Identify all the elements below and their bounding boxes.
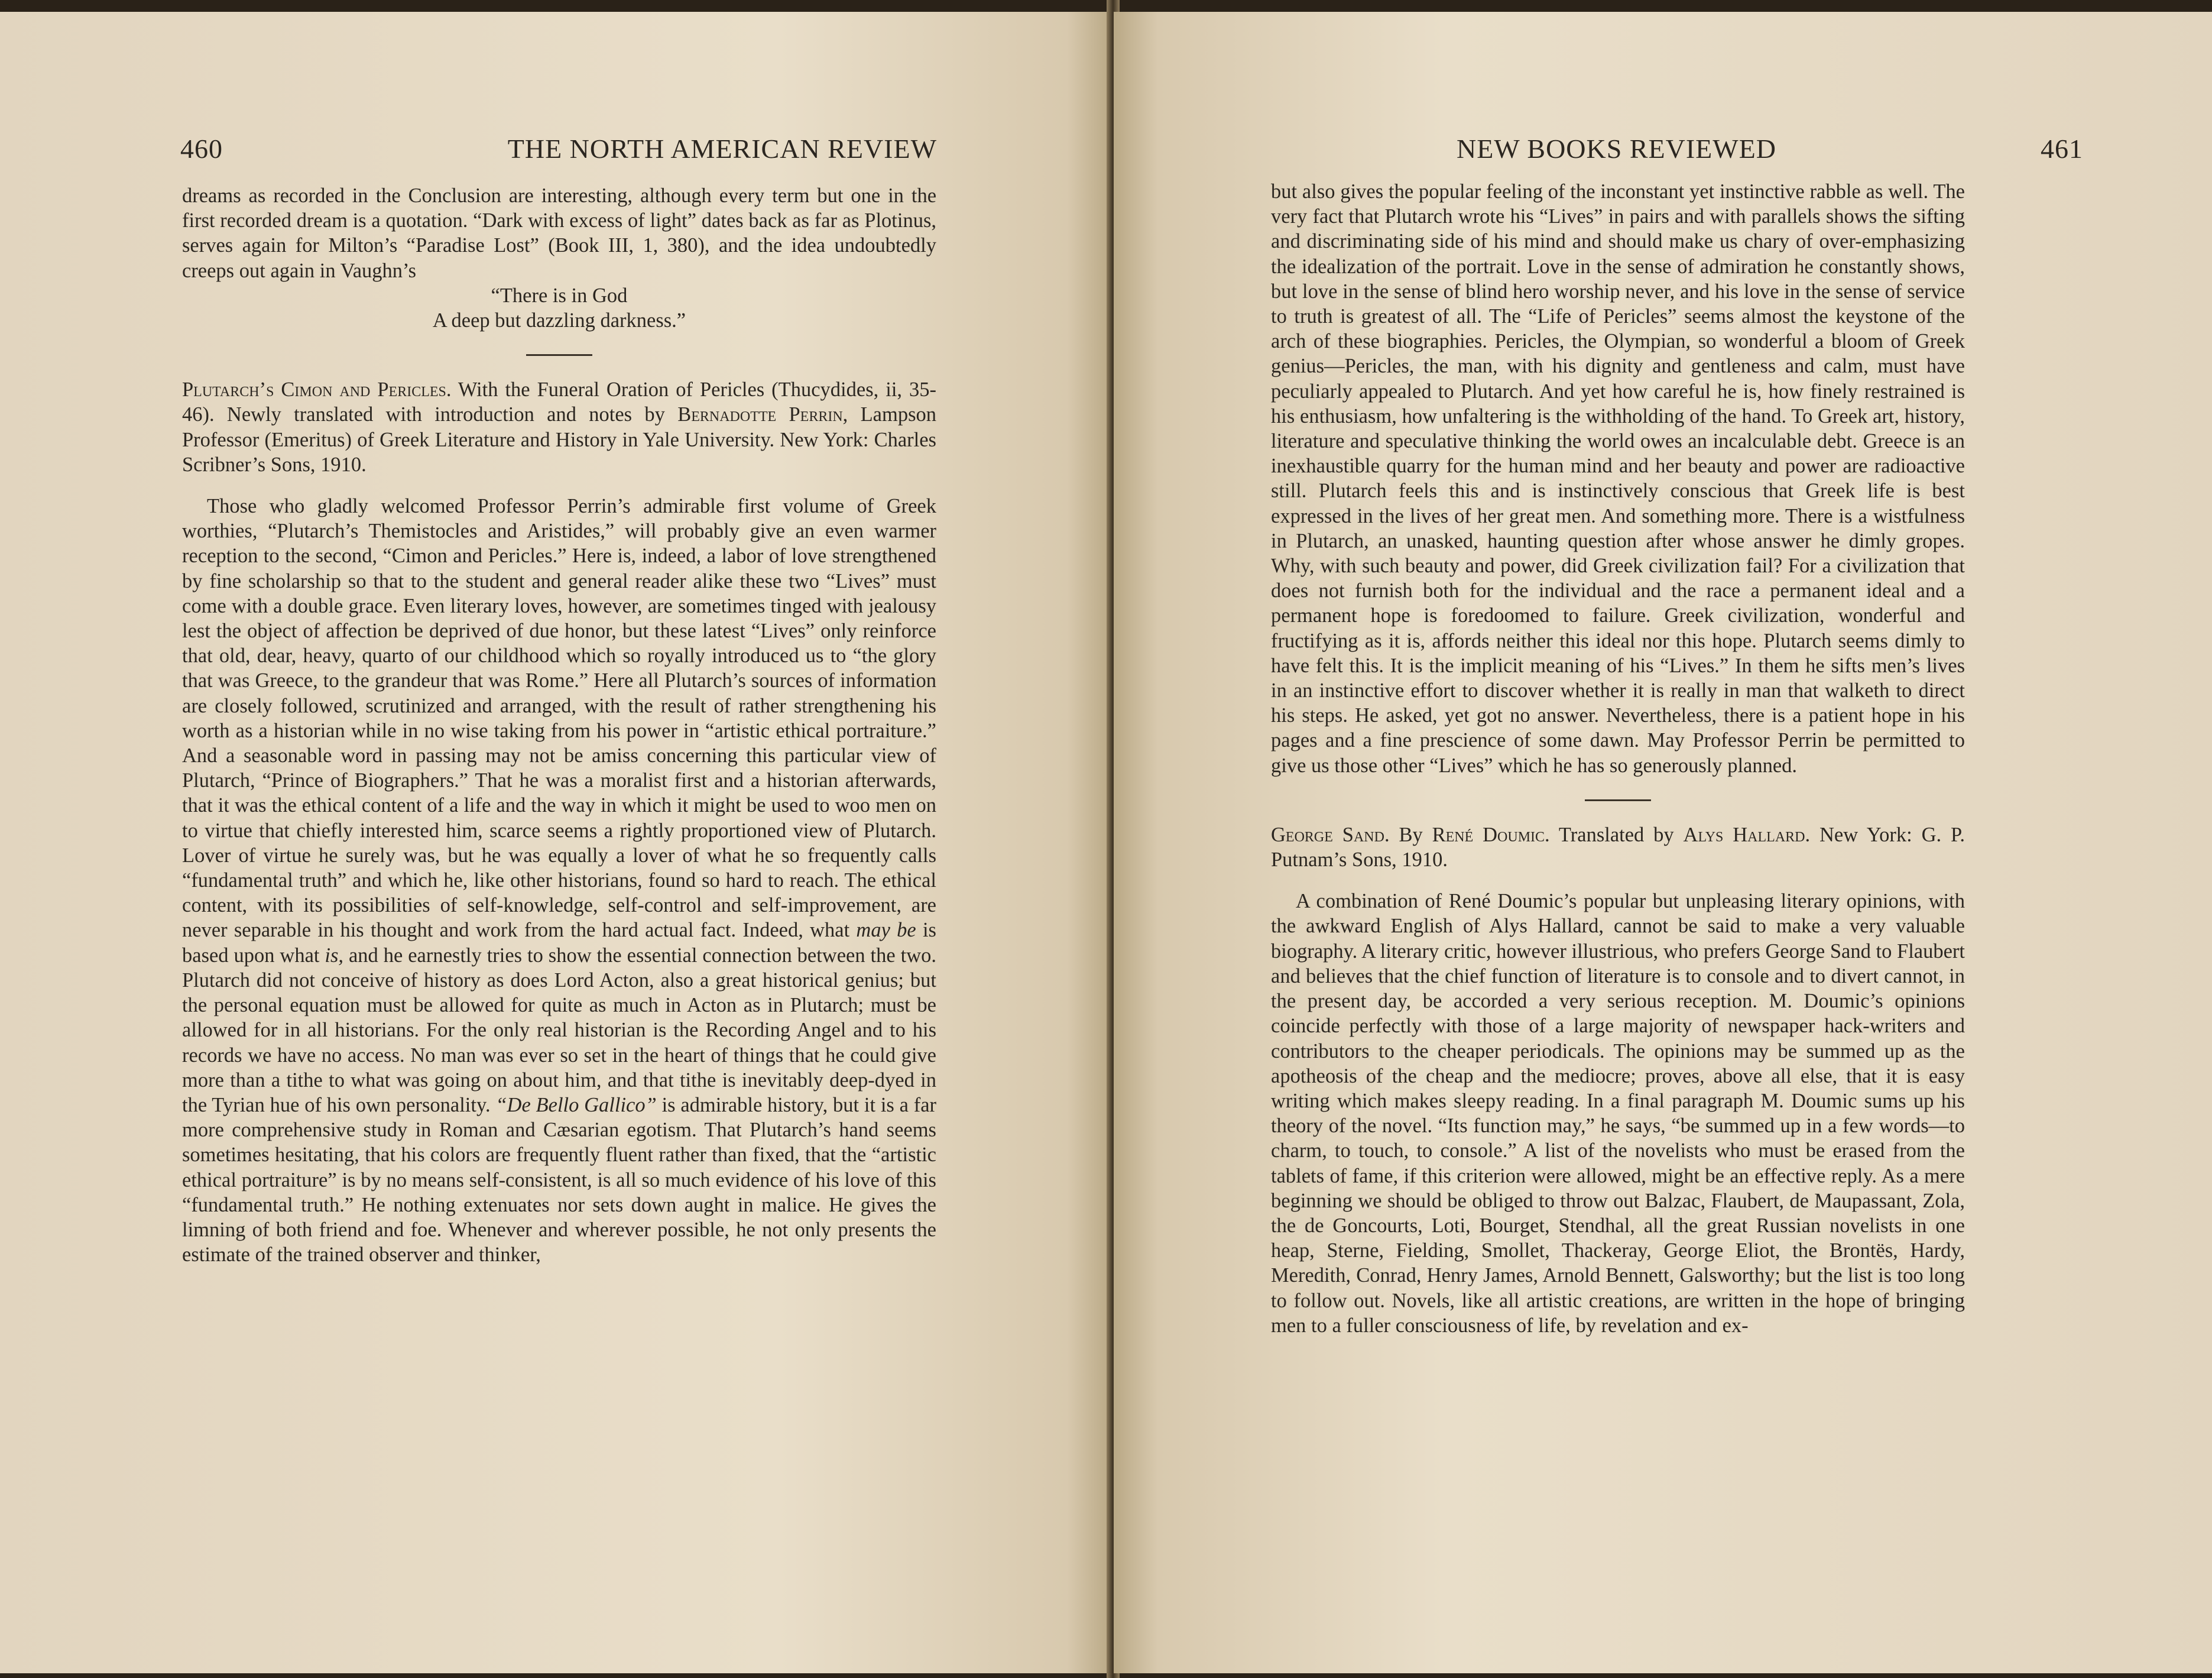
- left-page: [0, 12, 1111, 1673]
- book-author: René Doumic.: [1432, 823, 1550, 846]
- section-divider: [526, 354, 592, 356]
- verse-quote-line-1: “There is in God: [491, 284, 628, 307]
- review-paragraph: A combination of René Doumic’s popular but unpleasing literary opinions, with the awkward English of Alys Hallard, cannot be said to make a very valuable biography. A literary critic, however illustrious, who prefers George Sand to Flaubert and believes that the chief function of literature is to console and to divert cannot, in the present day, be accorded a very serious reception. M. Doumic’s opinions coincide perfectly with those of a large majority of newspaper hack-writers and contributors to the cheaper periodicals. The opinions may be summed up as the apotheosis of the cheap and the mediocre; proves, above all else, that it is easy writing which makes sleepy reading. In a final paragraph M. Doumic sums up his theory of the novel. “Its function may,” he says, “be summed up in a few words—to charm, to touch, to console.” A list of the novelists who must be erased from the tablets of fame, if this criterion were allowed, might be an effective reply. As a mere beginning we should be obliged to throw out Balzac, Flaubert, de Maupassant, Zola, the de Goncourts, Loti, Bourget, Stendhal, all the great Russian novelists in one heap, Sterne, Fielding, Smollet, Thackeray, George Eliot, the Brontës, Hardy, Meredith, Conrad, Henry James, Arnold Bennett, Galsworthy; but the list is too long to follow out. Novels, like all artistic creations, are written in the hope of bringing men to a fuller consciousness of life, by revelation and ex-: [1271, 890, 1965, 1337]
- running-head: THE NORTH AMERICAN REVIEW: [507, 134, 937, 164]
- left-text-column: [182, 183, 936, 1267]
- section-divider: [1585, 799, 1651, 801]
- right-text-column: [1271, 179, 1965, 1338]
- right-page: [1114, 12, 2212, 1673]
- verse-quote-line-2: A deep but dazzling darkness.”: [432, 309, 686, 332]
- book-entry-heading: George Sand. By René Doumic. Translated by Alys Hallard. New York: G. P. Putnam’s Sons, 1910.: [1271, 823, 1965, 872]
- continued-review-paragraph: but also gives the popular feeling of the inconstant yet instinctive rabble as well. The very fact that Plutarch wrote his “Lives” in pairs and with parallels shows the sifting and discriminating side of his mind and should make us chary of over-emphasizing the idealization of the portrait. Love in the sense of admiration he constantly shows, but love in the sense of blind hero worship never, and his love in the sense of service to truth is greatest of all. The “Life of Pericles” seems almost the keystone of the arch of these biographies. Pericles, the Olympian, so wonderful a bloom of Greek genius—Pericles, the man, with his dignity and gentleness and calm, must have peculiarly appealed to Plutarch. And yet how careful he is, how finely restrained is his enthusiasm, how unfaltering is the withholding of the hand. To Greek art, history, literature and speculative thinking the world owes an incalculable debt. Greece is an inexhaustible quarry for the human mind and her beauty and power are radioactive still. Plutarch feels this and is instinctively conscious that Greek life is best expressed in the lives of her great men. And something more. There is a wistfulness in Plutarch, an unasked, haunting question after whose answer he dimly gropes. Why, with such beauty and power, did Greek civilization fail? For a civilization that does not furnish both for the individual and the race a permanent ideal and a permanent hope is foredoomed to failure. Greek civilization, wonderful and fructifying as it is, affords neither this ideal nor this hope. Plutarch seems dimly to have felt this. It is the implicit meaning of his “Lives.” In them he sifts men’s lives in an instinctive effort to discover whether it is really in man that walketh to direct his steps. He asked, yet got no answer. Nevertheless, there is a patient hope in his pages and a fine prescience of some dawn. May Professor Perrin be permitted to give us those other “Lives” which he has so generously planned.: [1271, 180, 1965, 777]
- review-paragraph: Those who gladly welcomed Professor Perrin’s admirable first volume of Greek worthies, “Plutarch’s Themistocles and Aristides,” will probably give an even warmer reception to the second, “Cimon and Pericles.” Here is, indeed, a labor of love strengthened by fine scholarship so that to the student and general reader alike these two “Lives” must come with a double grace. Even literary loves, however, are sometimes tinged with jealousy lest the object of affection be deprived of due honor, but these latest “Lives” only reinforce that old, dear, heavy, quarto of our childhood which so royally introduced us to “the glory that was Greece, to the grandeur that was Rome.” Here all Plutarch’s sources of information are closely followed, scrutinized and arranged, with the result of rather strengthening his worth as a historian while in no wise taking from his power in “artistic ethical portraiture.” And a seasonable word in passing may not be amiss concerning this particular view of Plutarch, “Prince of Biographers.” That he was a moralist first and a historian afterwards, that it was the ethical content of a life and the way in which it might be used to woo men on to virtue that chiefly interested him, scarce seems a rightly proportioned view of Plutarch. Lover of virtue he surely was, but he was equally a lover of what he so frequently calls “fundamental truth” and which he, like other historians, found so hard to reach. The ethical content, with its possibilities of self-knowledge, self-control and self-improvement, are never separable in his thought and work from the hard actual fact. Indeed, what may be is based upon what is, and he earnestly tries to show the essential connection between the two. Plutarch did not conceive of history as does Lord Acton, also a great historical genius; but the personal equation must be allowed for quite as much in Acton as in Plutarch; must be allowed for in all historians. For the only real historian is the Recording Angel and to his records we have no access. No man was ever so set in the heart of things that he could give more than a tithe to what was going on about him, and that tithe is inevitably deep-dyed in the Tyrian hue of his own personality. “De Bello Gallico” is admirable history, but it is a far more comprehensive study in Roman and Cæsarian egotism. That Plutarch’s hand seems sometimes hesitating, that his colors are frequently fluent rather than fixed, that the “artistic ethical portraiture” is by no means self-consistent, is all so much evidence of his love of this “fundamental truth.” He nothing extenuates nor sets down aught in malice. He gives the limning of both friend and foe. Whenever and wherever possible, he not only presents the estimate of the trained observer and thinker,: [182, 495, 936, 1266]
- page-number: 460: [180, 134, 223, 164]
- book-author: Bernadotte Perrin,: [677, 403, 848, 426]
- right-page-header: [1457, 133, 2083, 164]
- book-title: Plutarch’s Cimon and Pericles.: [182, 378, 452, 401]
- book-title: George Sand.: [1271, 823, 1390, 846]
- left-page-header: [180, 133, 937, 164]
- running-head: NEW BOOKS REVIEWED: [1457, 134, 1776, 164]
- book-entry-heading: Plutarch’s Cimon and Pericles. With the Funeral Oration of Pericles (Thucydides, ii, 35-46). Newly translated with introduction and notes by Bernadotte Perrin, Lampson Professor (Emeritus) of Greek Literature and History in Yale University. New York: Charles Scribner’s Sons, 1910.: [182, 378, 936, 476]
- book-translator: Alys Hallard.: [1683, 823, 1811, 846]
- intro-text: dreams as recorded in the Conclusion are interesting, although every term but one in the first recorded dream is a quotation. “Dark with excess of light” dates back as far as Plotinus, serves again for Milton’s “Paradise Lost” (Book III, 1, 380), and the idea undoubtedly creeps out again in Vaughn’s: [182, 184, 937, 282]
- page-number: 461: [2041, 134, 2083, 164]
